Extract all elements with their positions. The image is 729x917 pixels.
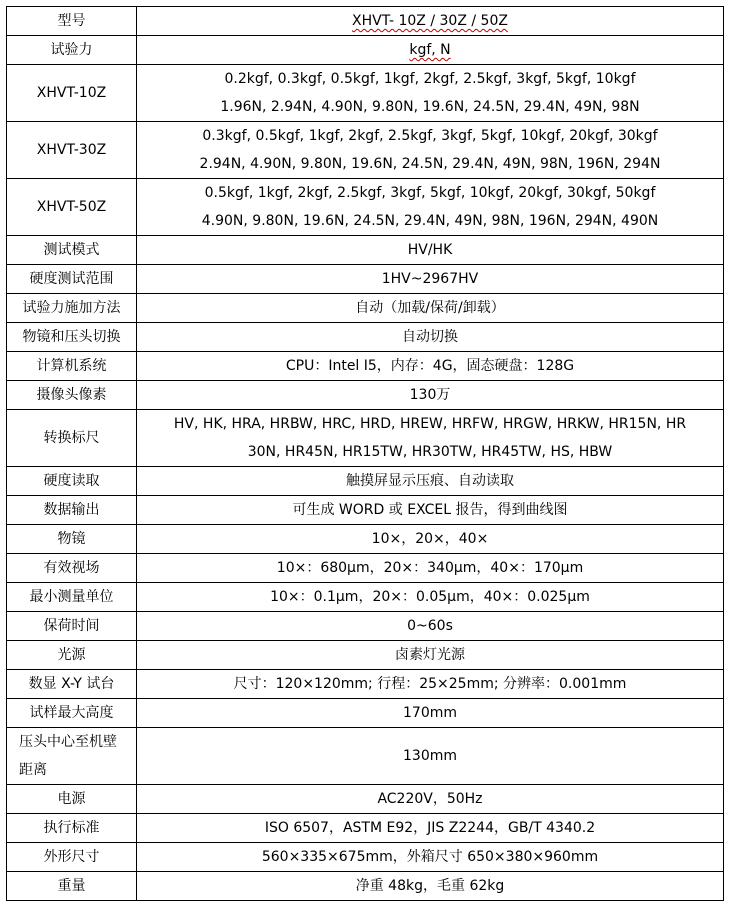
newton-line: 2.94N, 4.90N, 9.80N, 19.6N, 24.5N, 29.4N, 49N, 98N, 196N, 294N [199,156,661,172]
table-row [7,381,724,410]
row-label-power: 电源 [7,785,137,814]
table-row [7,583,724,612]
table-row [7,496,724,525]
kgf-line: 0.3kgf, 0.5kgf, 1kgf, 2kgf, 2.5kgf, 3kgf, 5kgf, 10kgf, 20kgf, 30kgf [202,128,658,144]
row-value-objectives: 10×，20×，40× [137,525,724,554]
table-row [7,7,724,36]
row-label-xhvt-30z: XHVT-30Z [7,122,137,179]
table-row [7,236,724,265]
row-label-dimensions: 外形尺寸 [7,843,137,872]
table-row [7,699,724,728]
row-label-objectives: 物镜 [7,525,137,554]
row-label-model: 型号 [7,7,137,36]
scales-line-1: HV, HK, HRA, HRBW, HRC, HRD, HREW, HRFW, HRGW, HRKW, HR15N, HR [173,416,687,432]
table-row [7,843,724,872]
row-label-weight: 重量 [7,872,137,901]
throat-depth-label-line-1: 压头中心至机壁 [19,734,117,750]
row-value-computer: CPU：Intel I5，内存：4G，固态硬盘：128G [137,352,724,381]
row-value-test-force [137,36,724,65]
row-value-max-height: 170mm [137,699,724,728]
row-value-force-method: 自动（加载/保荷/卸载） [137,294,724,323]
row-value-weight: 净重 48kg，毛重 62kg [137,872,724,901]
row-label-conversion-scales: 转换标尺 [7,410,137,467]
row-value-dimensions: 560×335×675mm，外箱尺寸 650×380×960mm [137,843,724,872]
table-row [7,641,724,670]
row-label-dwell-time: 保荷时间 [7,612,137,641]
row-label-xy-stage: 数显 X-Y 试台 [7,670,137,699]
table-row [7,785,724,814]
table-row [7,179,724,236]
table-row [7,36,724,65]
row-label-throat-depth [7,728,137,785]
table-row [7,525,724,554]
row-value-camera: 130万 [137,381,724,410]
table-row [7,728,724,785]
row-label-force-method: 试验力施加方法 [7,294,137,323]
row-label-min-unit: 最小测量单位 [7,583,137,612]
row-value-hardness-reading: 触摸屏显示压痕、自动读取 [137,467,724,496]
table-row [7,265,724,294]
model-value: XHVT- 10Z / 30Z / 50Z [352,13,508,29]
row-label-field-of-view: 有效视场 [7,554,137,583]
newton-line: 1.96N, 2.94N, 4.90N, 9.80N, 19.6N, 24.5N, 29.4N, 49N, 98N [220,99,640,115]
table-row [7,410,724,467]
row-label-computer: 计算机系统 [7,352,137,381]
table-row [7,670,724,699]
row-value-power: AC220V，50Hz [137,785,724,814]
table-row [7,612,724,641]
row-value-model [137,7,724,36]
table-row [7,352,724,381]
row-value-light-source: 卤素灯光源 [137,641,724,670]
kgf-line: 0.2kgf, 0.3kgf, 0.5kgf, 1kgf, 2kgf, 2.5kgf, 3kgf, 5kgf, 10kgf [224,71,636,87]
row-value-xy-stage: 尺寸：120×120mm; 行程：25×25mm; 分辨率：0.001mm [137,670,724,699]
scales-line-2: 30N, HR45N, HR15TW, HR30TW, HR45TW, HS, HBW [247,444,613,460]
newton-line: 4.90N, 9.80N, 19.6N, 24.5N, 29.4N, 49N, 98N, 196N, 294N, 490N [201,213,659,229]
row-label-test-force: 试验力 [7,36,137,65]
row-label-turret-switch: 物镜和压头切换 [7,323,137,352]
kgf-line: 0.5kgf, 1kgf, 2kgf, 2.5kgf, 3kgf, 5kgf, 10kgf, 20kgf, 30kgf, 50kgf [204,185,656,201]
row-label-test-mode: 测试模式 [7,236,137,265]
table-row [7,122,724,179]
row-value-throat-depth: 130mm [137,728,724,785]
row-value-field-of-view: 10×：680μm，20×：340μm，40×：170μm [137,554,724,583]
table-row [7,294,724,323]
table-row [7,323,724,352]
row-value-conversion-scales [137,410,724,467]
table-row [7,467,724,496]
table-row [7,872,724,901]
row-value-xhvt-10z [137,65,724,122]
row-label-hardness-reading: 硬度读取 [7,467,137,496]
row-label-xhvt-10z: XHVT-10Z [7,65,137,122]
table-row [7,554,724,583]
row-label-xhvt-50z: XHVT-50Z [7,179,137,236]
row-value-min-unit: 10×：0.1μm，20×：0.05μm，40×：0.025μm [137,583,724,612]
row-value-xhvt-50z [137,179,724,236]
table-row [7,65,724,122]
row-label-camera: 摄像头像素 [7,381,137,410]
row-value-dwell-time: 0~60s [137,612,724,641]
throat-depth-label-line-2: 距离 [19,762,47,778]
row-value-turret-switch: 自动切换 [137,323,724,352]
row-label-light-source: 光源 [7,641,137,670]
row-label-max-height: 试样最大高度 [7,699,137,728]
row-value-hardness-range: 1HV~2967HV [137,265,724,294]
spec-table [6,6,724,901]
row-label-data-output: 数据输出 [7,496,137,525]
row-value-data-output: 可生成 WORD 或 EXCEL 报告，得到曲线图 [137,496,724,525]
row-value-xhvt-30z [137,122,724,179]
row-label-standards: 执行标准 [7,814,137,843]
row-label-hardness-range: 硬度测试范围 [7,265,137,294]
table-row [7,814,724,843]
row-value-standards: ISO 6507，ASTM E92，JIS Z2244，GB/T 4340.2 [137,814,724,843]
row-value-test-mode: HV/HK [137,236,724,265]
test-force-unit: kgf, N [409,42,451,58]
